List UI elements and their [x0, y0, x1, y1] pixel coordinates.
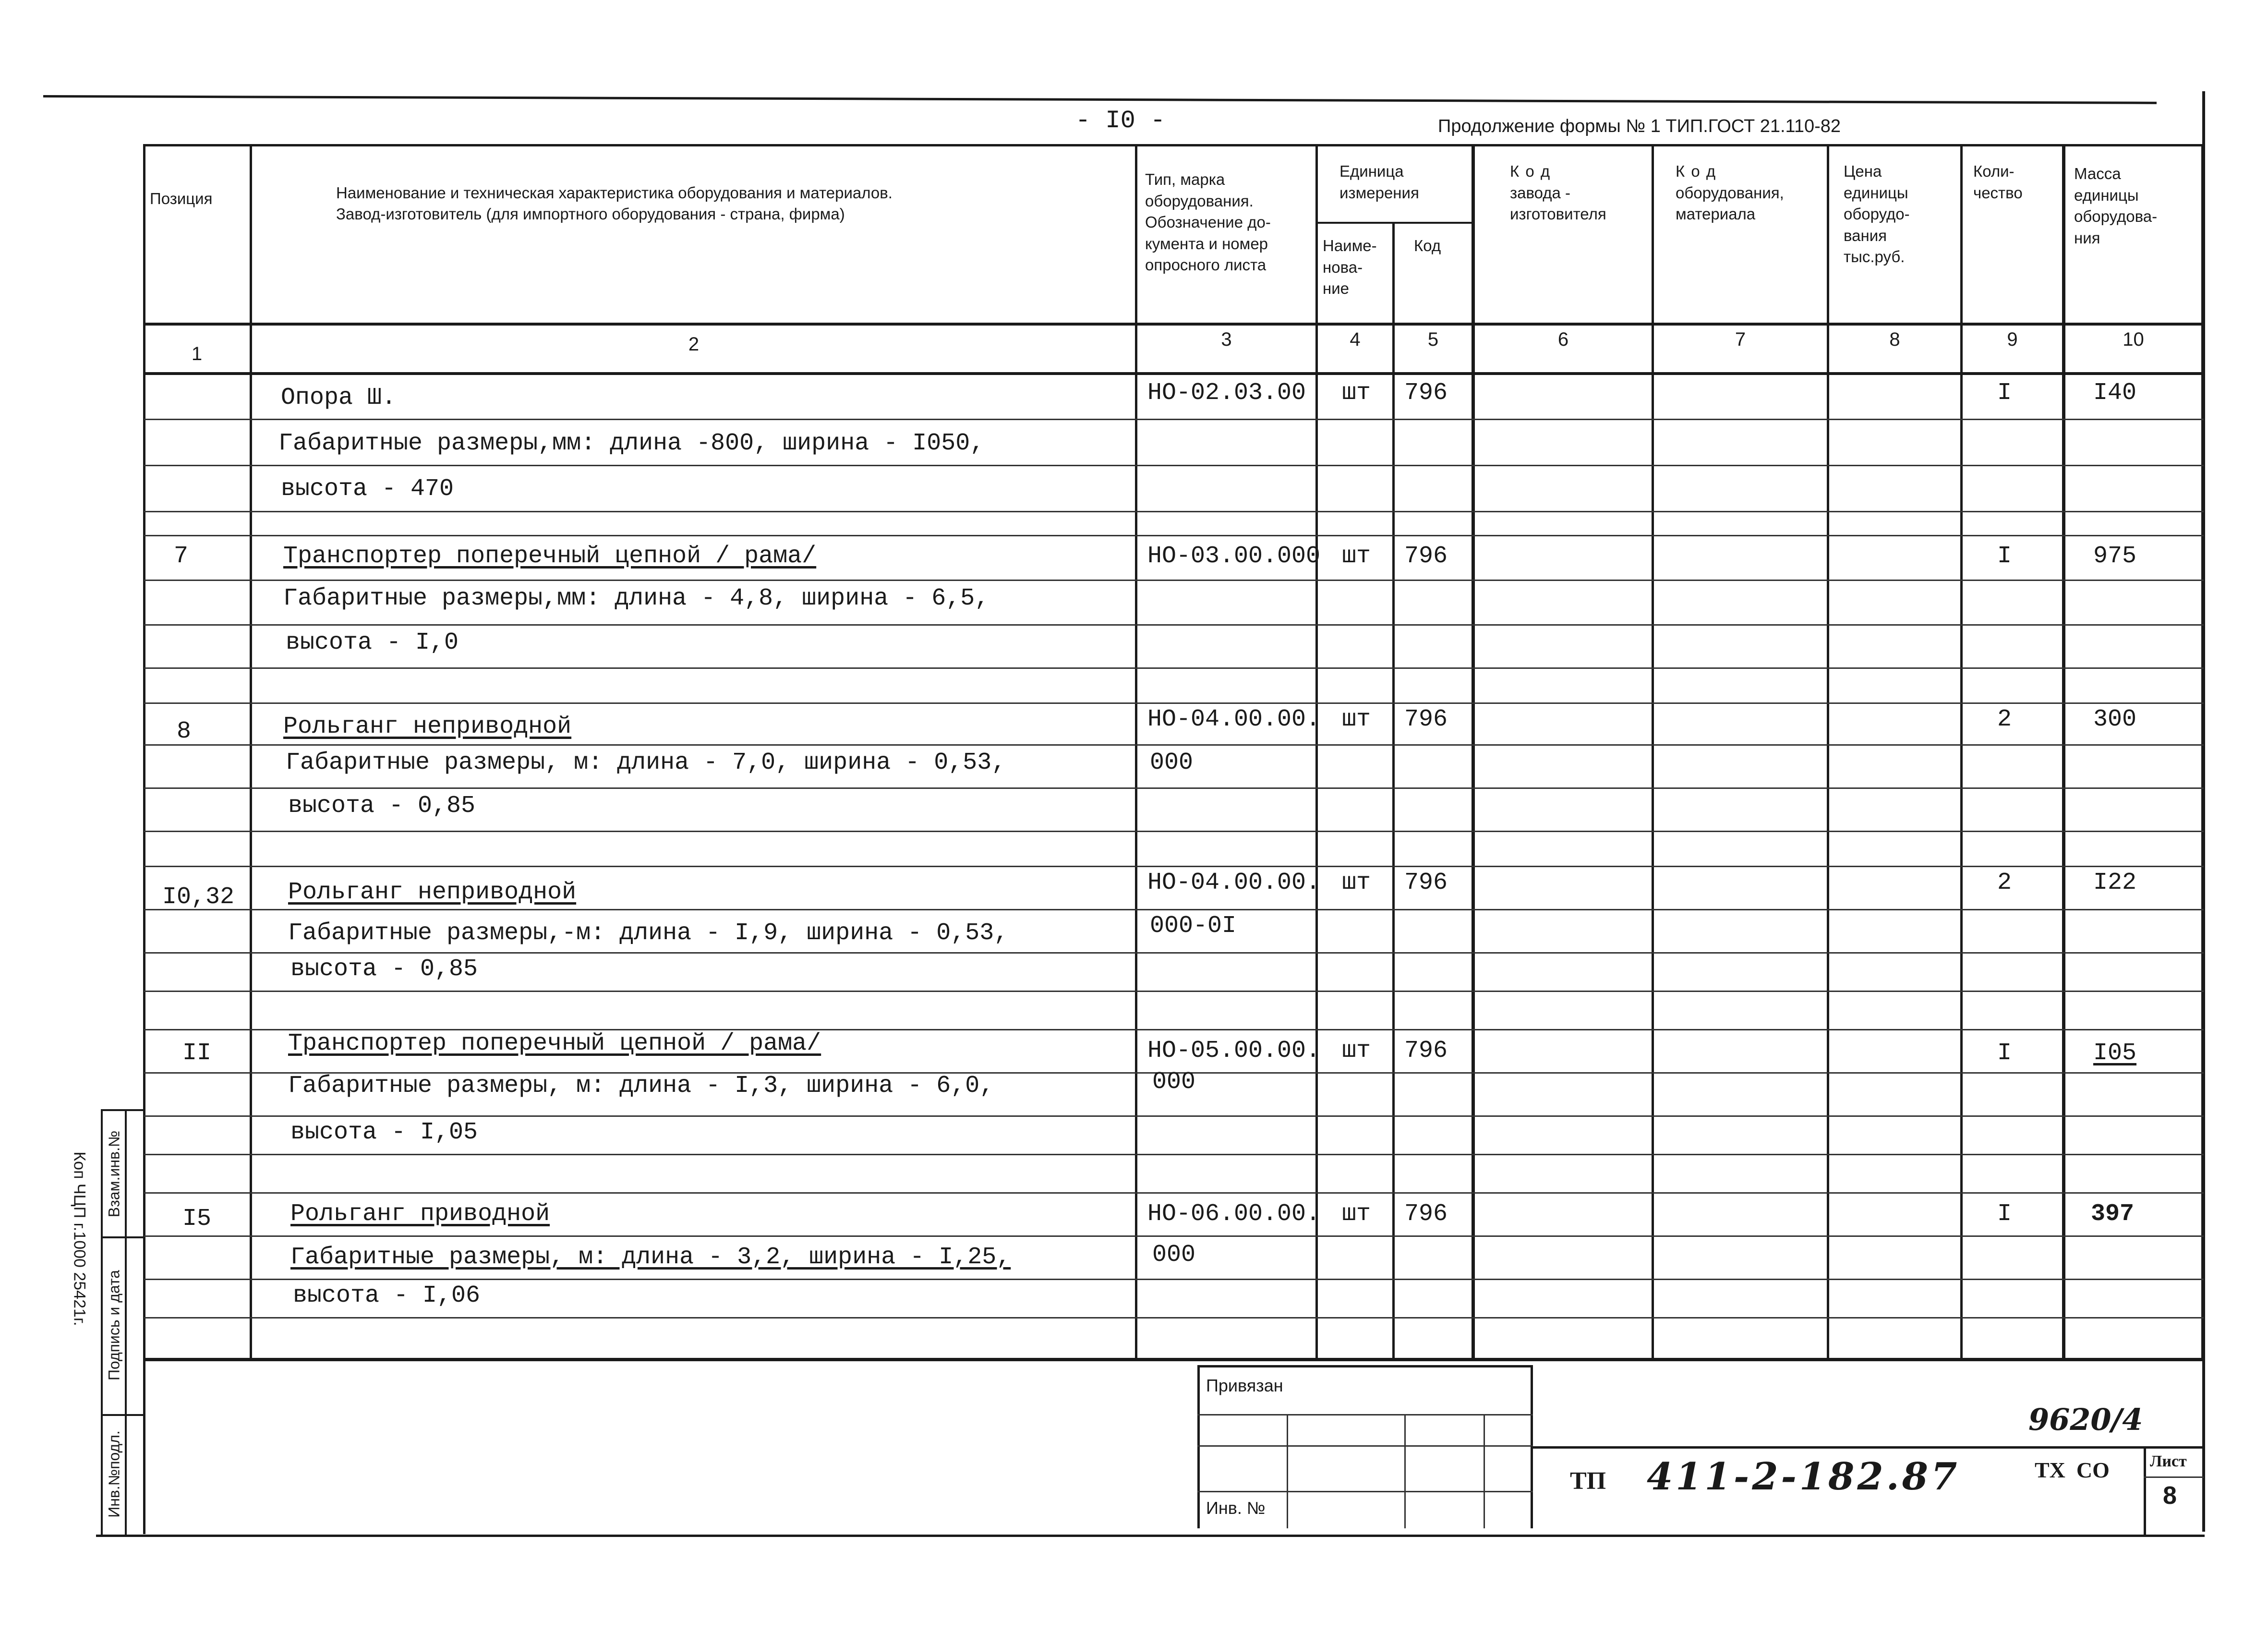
item-name: Опора Ш. — [281, 384, 397, 411]
sheet-box-mid — [2144, 1476, 2204, 1478]
item-name: Рольганг неприводной — [283, 713, 572, 740]
item-unit-code: 796 — [1404, 706, 1448, 733]
row-line — [144, 1317, 2204, 1318]
col-line-1 — [250, 144, 252, 1359]
col-line-8 — [1960, 144, 1963, 1359]
sheet-box-left — [2144, 1446, 2146, 1535]
col-line-4 — [1392, 222, 1395, 1359]
item-unit-code: 796 — [1404, 543, 1448, 570]
item-height: высота - I,05 — [290, 1119, 478, 1146]
row-line — [144, 1192, 2204, 1194]
item-position: 8 — [177, 718, 192, 745]
column-number: 7 — [1735, 329, 1746, 350]
row-line — [144, 909, 2204, 910]
side-stamp-original-inv: Инв.№подл. — [105, 1430, 123, 1518]
item-name: Рольганг неприводной — [288, 879, 577, 906]
row-line — [144, 624, 2204, 626]
header-unit-name: Наиме- нова- ние — [1323, 237, 1377, 298]
table-top-border — [143, 144, 2204, 146]
unit-group-divider — [1315, 222, 1474, 224]
item-unit-code: 796 — [1404, 869, 1448, 896]
col-line-2 — [1135, 144, 1137, 1359]
item-unit: шт — [1342, 379, 1371, 407]
item-dimensions: Габаритные размеры, м: длина - 3,2, ширина - I,25, — [290, 1244, 1011, 1271]
column-number: 1 — [191, 343, 203, 364]
header-unit-mass: Масса единицы оборудова- ния — [2074, 165, 2158, 247]
table-header-divider — [143, 323, 2204, 326]
row-line — [144, 580, 2204, 581]
header-unit-code: Код — [1414, 237, 1441, 254]
header-unit-price: Цена единицы оборудо- вания тыс.руб. — [1844, 162, 1910, 266]
item-mass: 975 — [2093, 543, 2137, 570]
column-number: 3 — [1221, 329, 1232, 350]
item-type-mark: НО-02.03.00 — [1147, 379, 1306, 407]
item-position: II — [182, 1040, 212, 1067]
col-line-7 — [1827, 144, 1829, 1359]
item-name: Транспортер поперечный цепной / рама/ — [283, 543, 817, 570]
row-line — [144, 535, 2204, 536]
header-factory-code: К о д завода - изготовителя — [1510, 162, 1606, 223]
doc-area-top — [1531, 1446, 2204, 1449]
item-quantity: I — [1997, 1040, 2012, 1067]
item-height: высота - I,0 — [286, 629, 459, 656]
item-quantity: I — [1997, 543, 2012, 570]
col-line-6 — [1652, 144, 1654, 1359]
tied-label: Привязан — [1206, 1376, 1283, 1395]
header-type-mark: Тип, марка оборудования. Обозначение до- кумента и номер опросного листа — [1145, 170, 1271, 274]
row-line — [144, 1154, 2204, 1155]
column-number: 10 — [2123, 329, 2144, 350]
header-quantity: Коли- чество — [1973, 162, 2023, 202]
tied-box-top — [1197, 1365, 1533, 1367]
column-number: 9 — [2007, 329, 2018, 350]
item-mass: I40 — [2093, 379, 2137, 407]
column-number: 2 — [688, 334, 700, 355]
tied-box-col1 — [1287, 1414, 1288, 1528]
col-line-3 — [1315, 144, 1318, 1359]
tied-box-col2 — [1404, 1414, 1406, 1528]
row-line — [144, 744, 2204, 746]
item-dimensions: Габаритные размеры, м: длина - I,3, ширина - 6,0, — [288, 1072, 994, 1100]
sheet-label: Лист — [2150, 1452, 2187, 1470]
row-line — [144, 866, 2204, 867]
item-unit: шт — [1342, 1037, 1371, 1064]
item-unit: шт — [1342, 706, 1371, 733]
row-line — [144, 1115, 2204, 1117]
item-unit-code: 796 — [1404, 1037, 1448, 1064]
column-numbers-divider — [143, 372, 2204, 375]
side-stamp-div1 — [101, 1236, 144, 1238]
item-quantity: I — [1997, 379, 2012, 407]
item-quantity: I — [1997, 1200, 2012, 1228]
item-position: I5 — [182, 1205, 212, 1233]
tied-box-line3 — [1197, 1491, 1533, 1492]
col-line-10 — [2201, 144, 2204, 1359]
column-number: 8 — [1889, 329, 1900, 350]
item-quantity: 2 — [1997, 706, 2012, 733]
sheet-number: 8 — [2163, 1482, 2177, 1510]
item-unit: шт — [1342, 869, 1371, 896]
row-line — [144, 952, 2204, 954]
form-continuation-note: Продолжение формы № 1 ТИП.ГОСТ 21.110-82 — [1438, 116, 1841, 136]
item-dimensions: Габаритные размеры,мм: длина -800, ширина - I050, — [278, 430, 985, 457]
col-line-5 — [1472, 144, 1475, 1359]
item-unit: шт — [1342, 543, 1371, 570]
side-stamp-replaced-inv: Взам.инв.№ — [105, 1130, 123, 1218]
side-stamp-signature-date: Подпись и дата — [105, 1270, 123, 1381]
row-line — [144, 1235, 2204, 1237]
row-line — [144, 831, 2204, 832]
sheet-top-border — [43, 95, 2157, 104]
item-type-mark-cont: 000-0I — [1150, 912, 1237, 940]
item-quantity: 2 — [1997, 869, 2012, 896]
sheet-code: ТХ СО — [2035, 1458, 2110, 1482]
column-number: 4 — [1350, 329, 1361, 350]
header-unit-group: Единица измерения — [1339, 162, 1419, 202]
item-height: высота - I,06 — [293, 1282, 481, 1309]
doc-prefix: ТП — [1570, 1467, 1606, 1495]
item-mass: 300 — [2093, 706, 2137, 733]
row-line — [144, 702, 2204, 704]
item-dimensions: Габаритные размеры,мм: длина - 4,8, ширина - 6,5, — [283, 585, 989, 612]
title-block-top — [144, 1359, 2204, 1361]
item-type-mark: НО-03.00.000 — [1147, 543, 1321, 570]
archive-number: 9620/4 — [2028, 1402, 2143, 1437]
item-unit-code: 796 — [1404, 379, 1448, 407]
item-dimensions: Габаритные размеры,-м: длина - I,9, ширина - 0,53, — [288, 919, 1009, 947]
item-unit: шт — [1342, 1200, 1371, 1228]
page-number: - I0 - — [1075, 107, 1166, 135]
side-stamp-div2 — [101, 1414, 144, 1416]
side-stamp-mid — [125, 1109, 127, 1536]
column-number: 6 — [1557, 329, 1569, 350]
row-line — [144, 787, 2204, 789]
item-unit-code: 796 — [1404, 1200, 1448, 1228]
item-mass: 397 — [2091, 1200, 2135, 1228]
header-name-line1: Наименование и техническая характеристика оборудования и материалов. — [336, 184, 893, 202]
tied-box-left — [1197, 1365, 1200, 1528]
item-position: 7 — [174, 543, 189, 570]
row-line — [144, 465, 2204, 466]
row-line — [144, 419, 2204, 420]
item-mass: I22 — [2093, 869, 2137, 896]
col-line-9 — [2062, 144, 2065, 1359]
item-name: Рольганг приводной — [290, 1200, 550, 1228]
item-type-mark: НО-06.00.00. — [1147, 1200, 1321, 1228]
tied-box-line1 — [1197, 1414, 1533, 1415]
item-type-mark: НО-04.00.00. — [1147, 869, 1321, 896]
row-line — [144, 511, 2204, 512]
row-line — [144, 667, 2204, 669]
item-dimensions: Габаритные размеры, м: длина - 7,0, ширина - 0,53, — [286, 749, 1006, 776]
item-type-mark: НО-05.00.00. — [1147, 1037, 1321, 1064]
row-line — [144, 991, 2204, 992]
tied-box-line2 — [1197, 1445, 1533, 1447]
item-type-mark-cont: 000 — [1152, 1068, 1196, 1096]
item-type-mark: НО-04.00.00. — [1147, 706, 1321, 733]
side-stamp-top — [101, 1109, 144, 1111]
item-height: высота - 0,85 — [288, 792, 476, 820]
column-number: 5 — [1427, 329, 1439, 350]
doc-number: 411-2-182.87 — [1647, 1455, 1960, 1499]
header-equipment-code: К о д оборудования, материала — [1676, 162, 1784, 223]
sheet-bottom-border — [96, 1535, 2205, 1537]
item-height: высота - 470 — [281, 475, 454, 503]
row-line — [144, 1279, 2204, 1280]
item-type-mark-cont: 000 — [1150, 749, 1194, 776]
side-stamp-left — [101, 1109, 103, 1536]
item-height: высота - 0,85 — [290, 956, 478, 983]
header-name-line2: Завод-изготовитель (для импортного оборудования - страна, фирма) — [336, 205, 845, 223]
item-position: I0,32 — [162, 883, 235, 911]
item-name: Транспортер поперечный цепной / рама/ — [288, 1030, 821, 1057]
tied-box-col3 — [1484, 1414, 1485, 1528]
copy-note: Коп ЧЦП г.1000 25421г. — [70, 1151, 89, 1326]
item-mass: I05 — [2093, 1040, 2137, 1067]
item-type-mark-cont: 000 — [1152, 1241, 1196, 1269]
inventory-label: Инв. № — [1206, 1498, 1266, 1518]
header-position: Позиция — [150, 190, 213, 207]
